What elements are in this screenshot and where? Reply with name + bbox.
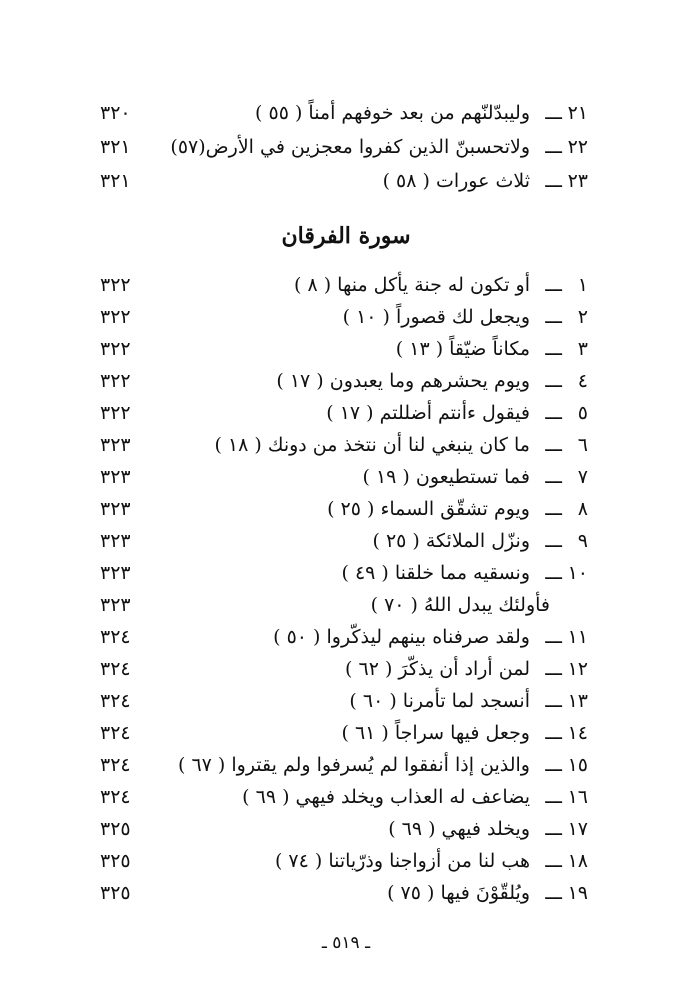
index-entry [100, 166, 588, 196]
entry-page-number: ٣٢٣ [100, 594, 131, 616]
index-entry [100, 494, 588, 524]
index-entry [100, 622, 588, 652]
entry-dash: ـــ [545, 882, 562, 904]
index-entry [100, 398, 588, 428]
entry-page-number: ٣٢٤ [100, 626, 131, 648]
entry-page-number: ٣٢٢ [100, 402, 131, 424]
entry-dash: ـــ [545, 170, 562, 192]
entry-page-number: ٣٢٤ [100, 658, 131, 680]
index-entry [100, 878, 588, 908]
entry-text: هب لنا من أزواجنا وذرّياتنا ( ٧٤ ) [274, 850, 530, 872]
entry-dash: ـــ [545, 658, 562, 680]
entry-text: ولقد صرفناه بينهم ليذكّروا ( ٥٠ ) [273, 626, 530, 648]
entry-number: ١٦ [567, 786, 588, 808]
entry-dash: ـــ [545, 136, 562, 158]
entry-number: ٢١ [567, 102, 588, 124]
entry-text: يضاعف له العذاب ويخلد فيهي ( ٦٩ ) [242, 786, 530, 808]
index-entry [100, 526, 588, 556]
entry-dash: ـــ [545, 274, 562, 296]
entry-dash: ـــ [545, 722, 562, 744]
entry-page-number: ٣٢٠ [100, 102, 131, 124]
entry-page-number: ٣٢٥ [100, 882, 131, 904]
entry-number: ١١ [567, 626, 588, 648]
index-entry [100, 334, 588, 364]
entry-page-number: ٣٢٤ [100, 690, 131, 712]
entry-number: ٥ [577, 402, 588, 424]
entry-page-number: ٣٢٣ [100, 434, 131, 456]
entry-text: فأولئك يبدل اللهُ ( ٧٠ ) [370, 594, 550, 616]
entry-page-number: ٣٢٣ [100, 530, 131, 552]
surah-heading: سورة الفرقان [281, 223, 411, 249]
entry-text: ويجعل لك قصوراً ( ١٠ ) [342, 306, 530, 328]
entry-number: ١٢ [567, 658, 588, 680]
entry-dash: ـــ [545, 402, 562, 424]
entry-page-number: ٣٢١ [100, 170, 131, 192]
entry-page-number: ٣٢٤ [100, 786, 131, 808]
entry-dash: ـــ [545, 690, 562, 712]
entry-number: ١٥ [567, 754, 588, 776]
entry-dash: ـــ [545, 818, 562, 840]
entry-page-number: ٣٢٣ [100, 466, 131, 488]
entry-dash: ـــ [545, 338, 562, 360]
entry-text: فما تستطيعون ( ١٩ ) [362, 466, 530, 488]
entry-dash: ـــ [545, 434, 562, 456]
entry-dash: ـــ [545, 850, 562, 872]
entry-text: والذين إذا أنفقوا لم يُسرفوا ولم يقتروا ( ٦٧ ) [178, 754, 530, 776]
entry-page-number: ٣٢٥ [100, 818, 131, 840]
entry-number: ١٣ [567, 690, 588, 712]
entry-dash: ـــ [545, 306, 562, 328]
entry-text: ويوم يحشرهم وما يعبدون ( ١٧ ) [276, 370, 530, 392]
entry-page-number: ٣٢٥ [100, 850, 131, 872]
entry-page-number: ٣٢٢ [100, 306, 131, 328]
entry-text: فيقول ءأنتم أضللتم ( ١٧ ) [326, 402, 530, 424]
index-entry [100, 366, 588, 396]
entry-number: ٢٣ [567, 170, 588, 192]
entry-text: أنسجد لما تأمرنا ( ٦٠ ) [349, 690, 530, 712]
entry-number: ١ [577, 274, 588, 296]
entry-dash: ـــ [545, 102, 562, 124]
index-entry [100, 132, 588, 162]
page-footer-number: ـ ٥١٩ ـ [321, 933, 371, 953]
entry-page-number: ٣٢٣ [100, 562, 131, 584]
entry-dash: ـــ [545, 498, 562, 520]
index-entry [100, 558, 588, 588]
entry-dash: ـــ [545, 754, 562, 776]
index-entry-continuation [100, 590, 588, 620]
entry-dash: ـــ [545, 370, 562, 392]
entry-text: ونزّل الملائكة ( ٢٥ ) [372, 530, 530, 552]
entry-text: أو تكون له جنة يأكل منها ( ٨ ) [294, 274, 530, 296]
index-entry [100, 814, 588, 844]
entry-text: مكاناً ضيّقاً ( ١٣ ) [395, 338, 530, 360]
entry-number: ٣ [577, 338, 588, 360]
entry-text: وجعل فيها سراجاً ( ٦١ ) [341, 722, 530, 744]
entry-page-number: ٣٢٤ [100, 722, 131, 744]
entry-page-number: ٣٢٤ [100, 754, 131, 776]
entry-text: ونسقيه مما خلقنا ( ٤٩ ) [341, 562, 530, 584]
entry-page-number: ٣٢٣ [100, 498, 131, 520]
entry-dash: ـــ [545, 562, 562, 584]
entry-text: ثلاث عورات ( ٥٨ ) [382, 170, 530, 192]
entry-text: لمن أراد أن يذكّرَ ( ٦٢ ) [345, 658, 530, 680]
index-entry [100, 750, 588, 780]
entry-number: ١٧ [567, 818, 588, 840]
entry-dash: ـــ [545, 626, 562, 648]
index-entry [100, 98, 588, 128]
index-entry [100, 430, 588, 460]
index-entry [100, 654, 588, 684]
entry-text: ما كان ينبغي لنا أن نتخذ من دونك ( ١٨ ) [214, 434, 530, 456]
entry-number: ٩ [577, 530, 588, 552]
entry-text: ويُلقّوْنَ فيها ( ٧٥ ) [387, 882, 530, 904]
entry-number: ٤ [577, 370, 588, 392]
index-entry [100, 782, 588, 812]
entry-number: ١٤ [567, 722, 588, 744]
entry-text: ويوم تشقّق السماء ( ٢٥ ) [327, 498, 530, 520]
index-entry [100, 462, 588, 492]
entry-page-number: ٣٢١ [100, 136, 131, 158]
entry-page-number: ٣٢٢ [100, 338, 131, 360]
entry-dash: ـــ [545, 786, 562, 808]
entry-text: وليبدّلنّهم من بعد خوفهم أمناً ( ٥٥ ) [255, 102, 530, 124]
entry-number: ٢٢ [567, 136, 588, 158]
entry-number: ٦ [577, 434, 588, 456]
entry-dash: ـــ [545, 466, 562, 488]
entry-number: ١٠ [567, 562, 588, 584]
entry-text: ويخلد فيهي ( ٦٩ ) [388, 818, 530, 840]
entry-dash: ـــ [545, 530, 562, 552]
entry-page-number: ٣٢٢ [100, 370, 131, 392]
entry-number: ٧ [577, 466, 588, 488]
entry-number: ٢ [577, 306, 588, 328]
index-entry [100, 302, 588, 332]
index-entry [100, 270, 588, 300]
index-entry [100, 846, 588, 876]
entry-number: ١٨ [567, 850, 588, 872]
entry-page-number: ٣٢٢ [100, 274, 131, 296]
index-entry [100, 718, 588, 748]
entry-number: ٨ [577, 498, 588, 520]
index-entry [100, 686, 588, 716]
entry-text: ولاتحسبنّ الذين كفروا معجزين في الأرض(٥٧) [170, 136, 530, 158]
entry-number: ١٩ [567, 882, 588, 904]
